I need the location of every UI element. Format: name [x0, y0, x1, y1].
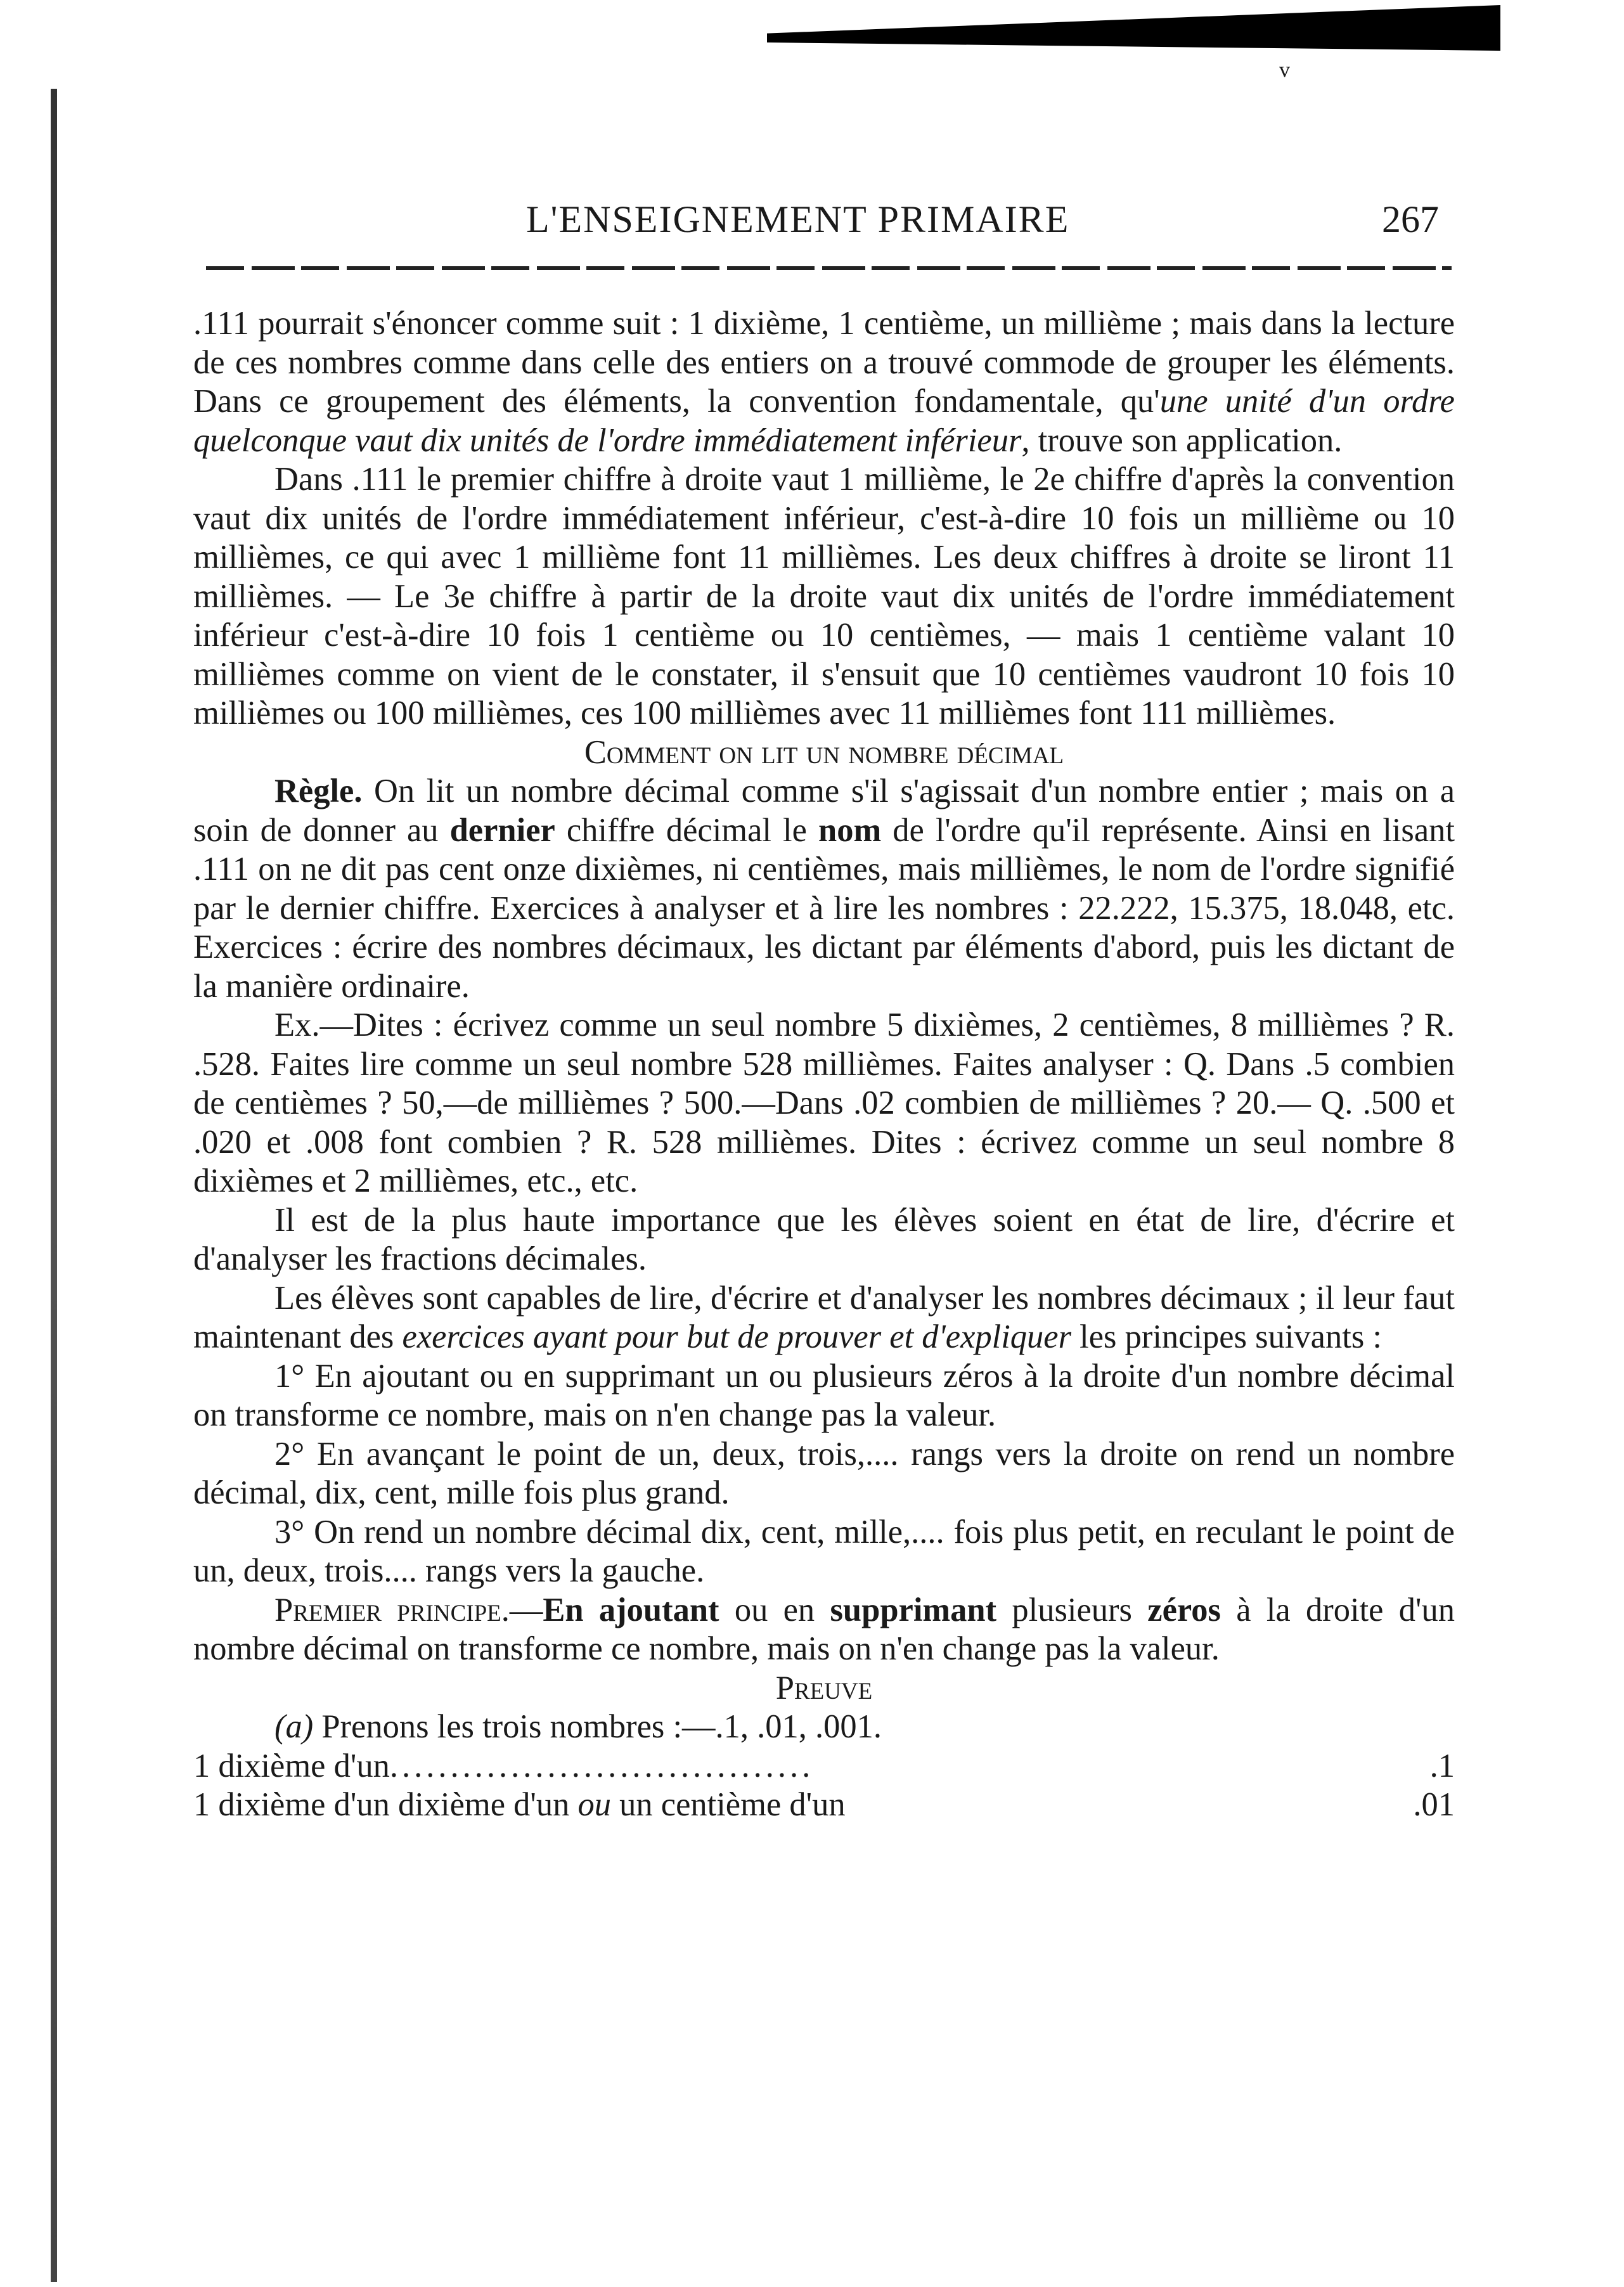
- rule-text-a: On lit un nombre décimal comme s'il s'agissait d'un nombre entier ; mais on a soin de donner au: [193, 773, 1455, 849]
- page-number: 267: [1382, 198, 1439, 240]
- convention-italic: une unité d'un ordre quelconque vaut dix unités de l'ordre immédiatement inférieur: [193, 383, 1455, 459]
- page-body: [193, 304, 1455, 1825]
- rule-label: Règle.: [274, 773, 363, 809]
- premier-bold-zeros: zéros: [1147, 1591, 1221, 1628]
- paragraph-analysis: Dans .111 le premier chiffre à droite vaut 1 millième, le 2e chiffre d'après la convention vaut dix unités de l'ordre immédiatement inférieur, c'est-à-dire 10 fois un millième ou 10 millièmes, ce qui avec 1 millième font 11 millièmes. Les deux chiffres à droite se liront 11 millièmes. — Le 3e chiffre à partir de la droite vaut dix unités de l'ordre immédiatement inférieur c'est-à-dire 10 fois 1 centième ou 10 centièmes, — mais 1 centième valant 10 millièmes comme on vient de le constater, il s'ensuit que 10 centièmes vaudront 10 fois 10 millièmes ou 100 millièmes, ces 100 millièmes avec 11 millièmes font 111 millièmes.: [193, 461, 1455, 731]
- top-rule: [767, 5, 1500, 51]
- paragraph-importance: Il est de la plus haute importance que les élèves soient en état de lire, d'écrire et d'analyser les fractions décimales.: [193, 1201, 1455, 1277]
- premier-text-c: plusieurs: [996, 1591, 1148, 1628]
- proof-line-1-dots: ...................................: [389, 1747, 815, 1784]
- rule-bold-nom: nom: [818, 811, 882, 849]
- margin-line: [51, 89, 57, 2282]
- paragraph-intro: [193, 304, 1455, 460]
- principle-1: 1° En ajoutant ou en supprimant un ou plusieurs zéros à la droite d'un nombre décimal on transforme ce nombre, mais on n'en change pas la valeur.: [193, 1357, 1455, 1433]
- running-title: L'ENSEIGNEMENT PRIMAIRE: [526, 198, 1070, 240]
- rule-bold-dernier: dernier: [449, 811, 555, 849]
- proof-line-2-text: [193, 1786, 846, 1825]
- premier-bold-supprimant: supprimant: [830, 1591, 997, 1628]
- proof-line-2-text-a: 1 dixième d'un dixième d'un: [193, 1786, 578, 1823]
- premier-bold-ajoutant: En ajoutant: [543, 1591, 719, 1628]
- preuve-a-label: (a): [274, 1708, 314, 1745]
- rule-text-c: de l'ordre qu'il représente. Ainsi en lisant .111 on ne dit pas cent onze dixièmes, ni centièmes, mais millièmes, le nom de l'ordre signifié par le dernier chiffre. Exercices à analyser et à lire les nombres : 22.222, 15.375, 18.048, etc. Exercices : écrire des nombres décimaux, les dictant par éléments d'abord, puis les dictant de la manière ordinaire.: [193, 811, 1455, 1005]
- proof-line-1-value: .1: [1429, 1747, 1455, 1784]
- paragraph-exercise: Ex.—Dites : écrivez comme un seul nombre 5 dixièmes, 2 centièmes, 8 millièmes ? R. .528. Faites lire comme un seul nombre 528 millièmes. Faites analyser : Q. Dans .5 combien de centièmes ? 50,—de millièmes ? 500.—Dans .02 combien de millièmes ? 20.— Q. .500 et .020 et .008 font combien ? R. 528 millièmes. Dites : écrivez comme un seul nombre 8 dixièmes et 2 millièmes, etc., etc.: [193, 1007, 1455, 1199]
- paragraph-premier-principe: [193, 1591, 1455, 1669]
- premier-text-b: ou en: [719, 1591, 830, 1628]
- proof-line-2-text-b: un centième d'un: [611, 1786, 846, 1823]
- capable-italic: exercices ayant pour but de prouver et d'expliquer: [402, 1318, 1072, 1355]
- proof-line-1: [193, 1747, 1455, 1786]
- premier-text-d: à la droite d'un nombre décimal on transforme ce nombre, mais on n'en change pas la valeur.: [193, 1591, 1455, 1667]
- proof-line-1-text: 1 dixième d'un: [193, 1747, 390, 1784]
- section-title: Comment on lit un nombre décimal: [584, 733, 1064, 771]
- proof-line-2-italic: ou: [577, 1786, 612, 1823]
- preuve-a-text: Prenons les trois nombres :—.1, .01, .001.: [313, 1708, 882, 1745]
- rule-text-b: chiffre décimal le: [555, 811, 818, 849]
- capable-text-b: les principes suivants :: [1071, 1318, 1382, 1355]
- premier-label: Premier principe.: [274, 1591, 510, 1628]
- preuve-title: Preuve: [775, 1669, 873, 1706]
- proof-line-2-value: .01: [1413, 1786, 1455, 1823]
- preuve-a: [193, 1708, 1455, 1747]
- header-rule: [206, 266, 1452, 270]
- top-mark: v: [1279, 58, 1290, 82]
- paragraph-capable: [193, 1279, 1455, 1357]
- capable-text-a: Les élèves sont capables de lire, d'écrire et d'analyser les nombres décimaux ; il leur faut maintenant des: [193, 1279, 1455, 1355]
- proof-line-2: [193, 1786, 1455, 1825]
- paragraph-rule: [193, 772, 1455, 1006]
- premier-dash: —: [509, 1591, 543, 1628]
- principle-2: 2° En avançant le point de un, deux, trois,.... rangs vers la droite on rend un nombre décimal, dix, cent, mille fois plus grand.: [193, 1435, 1455, 1511]
- paragraph-intro-end: , trouve son application.: [1021, 422, 1343, 459]
- paragraph-intro-text: .111 pourrait s'énoncer comme suit : 1 dixième, 1 centième, un millième ; mais dans la lecture de ces nombres comme dans celle des entiers on a trouvé commode de grouper les éléments. Dans ce groupement des éléments, la convention fondamentale, qu': [193, 305, 1455, 420]
- principle-3: 3° On rend un nombre décimal dix, cent, mille,.... fois plus petit, en reculant le point de un, deux, trois.... rangs vers la gauche.: [193, 1513, 1455, 1589]
